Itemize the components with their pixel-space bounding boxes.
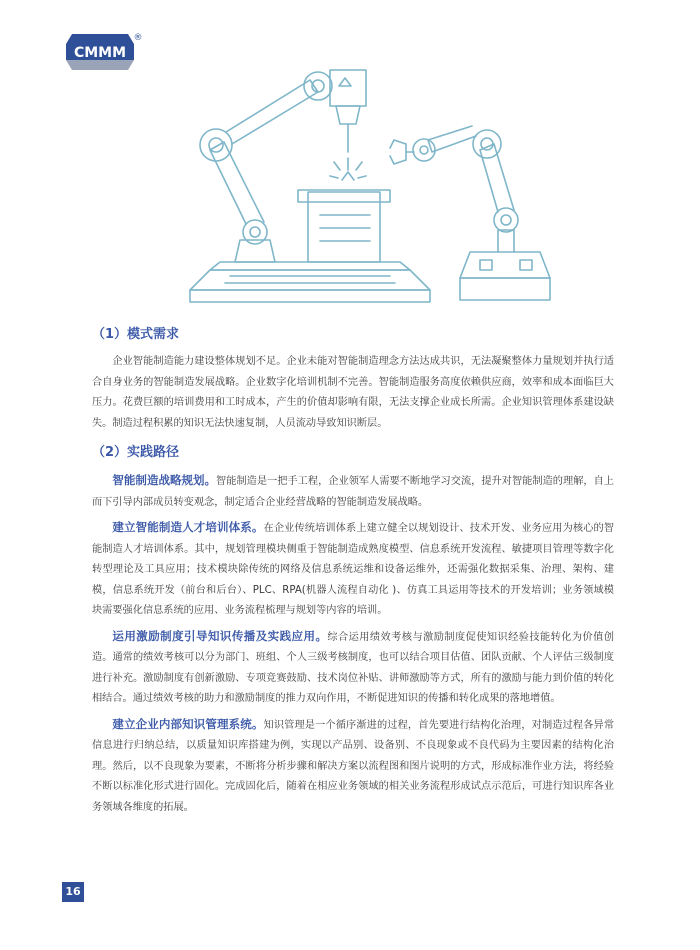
practice-item-incentive xyxy=(92,626,614,710)
mode-demand-paragraph: 企业智能制造能力建设整体规划不足。企业未能对智能制造理念方法达成共识，无法凝聚整体力量规划并执行适合自身业务的智能制造发展战略。企业数字化培训机制不完善。智能制造服务高度依赖供应商，效率和成本面临巨大压力。花费巨额的培训费用和工时成本，产生的价值却影响有限，无法支撑企业成长所需。企业知识管理体系建设缺失。制造过程积累的知识无法快速复制，人员流动导致知识断层。 xyxy=(92,356,614,429)
practice-item-training xyxy=(92,517,614,622)
practice-item-text: 智能制造是一把手工程，企业领军人需要不断地学习交流，提升对智能制造的理解，自上而下引导内部成员转变观念，制定适合企业经营战略的智能制造发展战略。 xyxy=(92,476,614,508)
robot-arm-icon xyxy=(190,70,430,302)
practice-item-lead: 建立智能制造人才培训体系。 xyxy=(112,520,264,534)
section-heading-practice-path: （2）实践路径 xyxy=(92,445,180,460)
practice-item-lead: 建立企业内部知识管理系统。 xyxy=(112,716,264,731)
cmmm-logo xyxy=(62,30,144,76)
cmmm-logo-graphic xyxy=(62,30,144,76)
section-heading-mode-demand: （1）模式需求 xyxy=(92,327,180,342)
practice-item-text: 知识管理是一个循序渐进的过程，首先要进行结构化治理，对制造过程各异常信息进行归纳总结，以质量知识库搭建为例，实现以产品别、设备别、不良现象或不良代码为主要因素的结构化治理。然后，以不良现象为要素，不断将分析步骤和解决方案以流程图和图片说明的方式，形成标准作业方法，将经验不断以标准化形式进行固化。完成固化后，随着在相应业务领域的相关业务流程形成试点示范后，可进行知识库各业务领域各维度的拓展。 xyxy=(92,719,615,813)
practice-item-knowledge-system xyxy=(92,714,614,819)
article-body xyxy=(92,324,614,822)
practice-item-text: 在企业传统培训体系上建立健全以规划设计、技术开发、业务应用为核心的智能制造人才培训体系。其中，规划管理模块侧重于智能制造成熟度模型、信息系统开发流程、敏捷项目管理等数字化转型理论及工具应用；技术模块除传统的网络及信息系统运维和设备运维外，还需强化数据采集、治理、架构、建模，信息系统开发（前台和后台）、PLC、RPA(机器人流程自动化 )、仿真工具运用等技术的开发培训；业务领域模块需要强化信息系统的应用、业务流程梳理与规划等内容的培训。 xyxy=(92,523,615,616)
robot-arms-illustration xyxy=(180,40,560,310)
practice-item-lead: 智能制造战略规划。 xyxy=(112,473,217,487)
page-number: 16 xyxy=(62,882,84,902)
practice-item-text: 综合运用绩效考核与激励制度促使知识经验技能转化为价值创造。通常的绩效考核可以分为部门、班组、个人三级考核制度，也可以结合项目估值、团队贡献、个人评估三级制度进行补充。激励制度有创新激励、专项竞赛鼓励、技术岗位补贴、讲师激励等方式，所有的激励与能力到价值的转化相结合。通过绩效考核的助力和激励制度的推力双向作用，不断促进知识的传播和转化成果的落地增值。 xyxy=(92,631,615,704)
logo-text: CMMM xyxy=(73,45,127,61)
practice-item-strategy xyxy=(92,470,614,513)
practice-item-lead: 运用激励制度引导知识传播及实践应用。 xyxy=(112,628,328,643)
registered-mark: ® xyxy=(133,33,143,43)
